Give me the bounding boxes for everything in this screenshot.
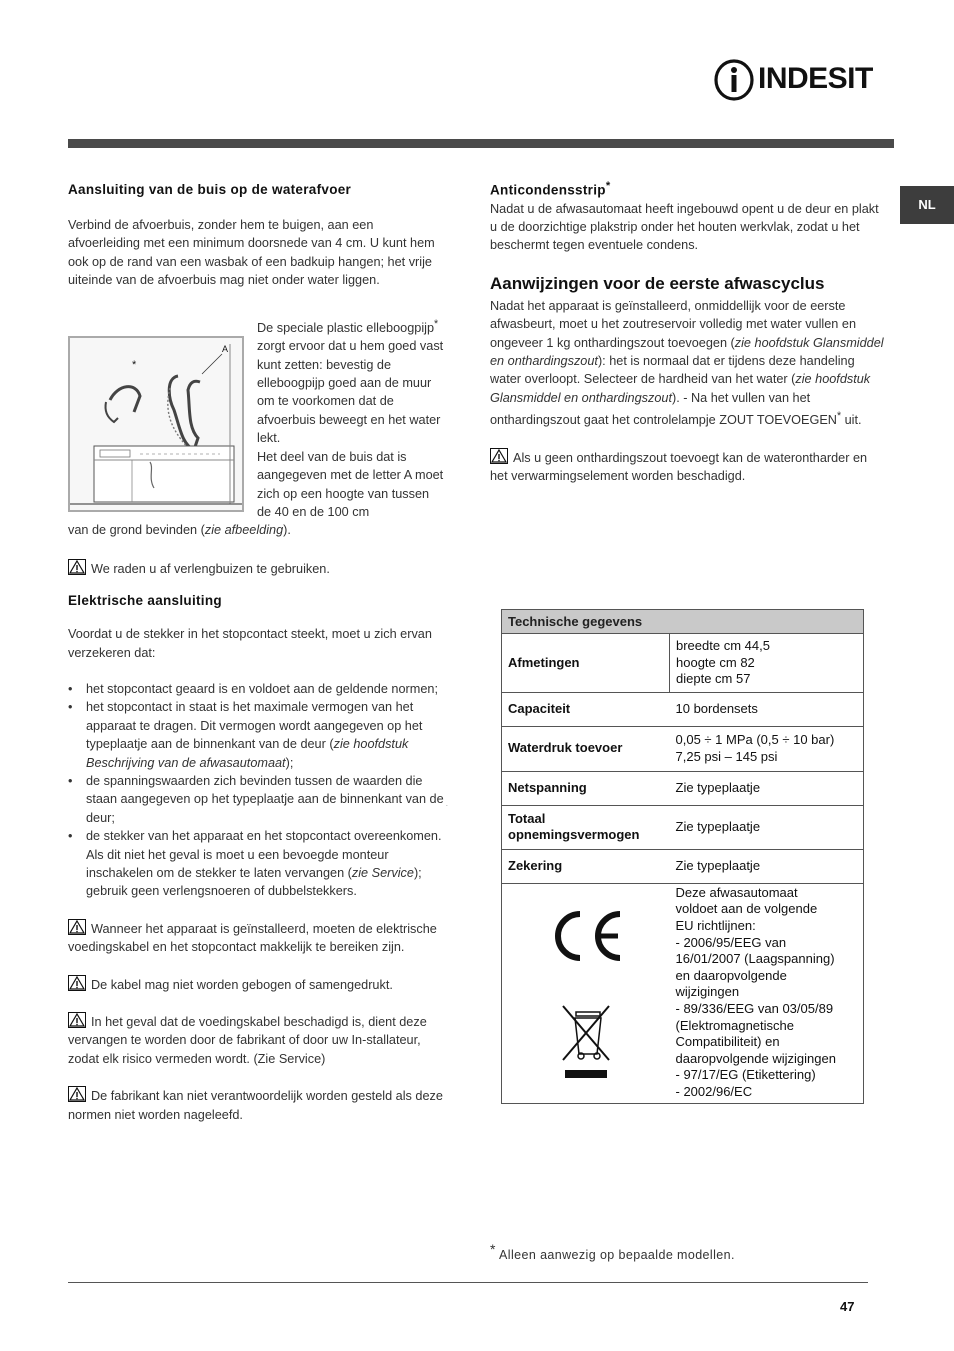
warning-icon: [68, 919, 86, 935]
ce-mark-text: CE: [445, 805, 448, 807]
height-paragraph-cont: van de grond bevinden (zie afbeelding).: [68, 523, 291, 538]
row-value: Zie typeplaatje: [670, 805, 864, 849]
ce-line: EU richtlijnen:: [675, 917, 756, 933]
ce-line: Deze afwasautomaat: [675, 884, 798, 900]
warning-accessible: Wanneer het apparaat is geïnstalleerd, moeten de elektrische voedingskabel en het stopcontact makkelijk te bereiken zijn.: [68, 919, 444, 957]
row-label: Netspanning: [502, 771, 670, 805]
first-cycle-paragraph: Nadat het apparaat is geïnstalleerd, onmiddellijk voor de eerste afwasbeurt, moet u het zoutreservoir volledig met water vullen en ongeveer 1 kg onthardingszout toevoegen (zie hoofdstuk Glansmiddel en onthardingszout): het is normaal dat er tijdens deze handeling water overloopt. Selecteer de hardheid van het water (zie hoofdstuk Glansmiddel en onthardingszout). - Na het vullen van het onthardingszout gaat het controlelampje ZOUT TOEVOEGEN* uit.: [490, 298, 884, 428]
drain-paragraph: Verbind de afvoerbuis, zonder hem te buigen, aan een afvoerleiding met een minimum doorsnede van 4 cm. U kunt hem ook op de rand van een wasbak of een badkuip hangen; het vrije uiteinde van de afvoerbuis mag niet onder water liggen.: [68, 218, 435, 288]
row-label: Zekering: [502, 849, 670, 883]
figure-label-star: *: [132, 359, 137, 371]
weee-bin-icon: [559, 1004, 613, 1084]
table-row: [502, 634, 864, 693]
electric-intro: Voordat u de stekker in het stopcontact steekt, moet u zich ervan verzekeren dat:: [68, 627, 432, 660]
asterisk: *: [490, 1241, 496, 1257]
list-item: • de spanningswaarden zich bevinden tussen de waarden die staan aangegeven op het typeplaatje aan de binnenkant van de deur;: [68, 772, 444, 827]
asterisk: *: [434, 317, 439, 330]
ce-line: daaropvolgende wijzigingen: [675, 1050, 836, 1066]
table-row: [502, 849, 864, 883]
warning-salt: Als u geen onthardingszout toevoegt kan de waterontharder en het verwarmingselement worden beschadigd.: [490, 448, 884, 486]
indesit-logo-icon: [712, 58, 756, 102]
row-value: 10 bordensets: [670, 692, 864, 726]
table-row: [502, 771, 864, 805]
table-row: [502, 883, 864, 1103]
section-title-anticondens: Anticondensstrip*: [490, 180, 611, 198]
ce-line: (Elektromagnetische: [675, 1017, 794, 1033]
warning-icon: [490, 448, 508, 464]
ce-line: - 2002/96/EC: [675, 1083, 753, 1099]
row-label: Totaal opnemingsvermogen: [502, 805, 670, 849]
drain-hose-figure: [68, 336, 244, 512]
ce-line: - 97/17/EG (Etikettering): [675, 1067, 816, 1083]
page-number: 47: [840, 1299, 855, 1314]
row-value: 0,05 ÷ 1 MPa (0,5 ÷ 10 bar) 7,25 psi – 145 psi: [670, 726, 864, 771]
list-item: • het stopcontact geaard is en voldoet aan de geldende normen;: [68, 680, 444, 698]
warning-icon: [68, 1086, 86, 1102]
asterisk: *: [605, 180, 611, 192]
ce-line: Compatibiliteit) en: [675, 1034, 780, 1050]
elbow-paragraph: De speciale plastic elleboogpijp* zorgt ervoor dat u hem goed vast kunt zetten: bevestig de elleboogpijp goed aan de muur om te voorkomen dat de afvoerbuis beweegt en het water lekt.: [257, 317, 444, 446]
asterisk: *: [836, 410, 842, 423]
row-value: Zie typeplaatje: [670, 771, 864, 805]
section-title-electric: Elektrische aansluiting: [68, 593, 222, 609]
figure-label-a: A: [222, 344, 229, 354]
section-title-drain: Aansluiting van de buis op de waterafvoer: [68, 182, 352, 197]
ce-compliance-text: [670, 883, 864, 1103]
warning-icon: [68, 1012, 86, 1028]
warning-manufacturer: De fabrikant kan niet verantwoordelijk worden gesteld als deze normen niet worden nageleefd.: [68, 1086, 444, 1124]
left-column: [68, 182, 444, 1124]
section-title-first-cycle: Aanwijzingen voor de eerste afwascyclus: [490, 273, 825, 293]
table-row: [502, 692, 864, 726]
list-item: • de stekker van het apparaat en het stopcontact overeenkomen. Als dit niet het geval is moet u een bevoegde monteur inschakelen om de stekker te laten vervangen (zie Service); gebruik geen verlengsnoeren of dubbelstekkers.: [68, 827, 444, 901]
drain-hose-illustration: [70, 338, 242, 510]
electric-list: [68, 680, 444, 901]
table-row: [502, 805, 864, 849]
table-header: Technische gegevens: [502, 610, 864, 634]
brand-name: INDESIT: [758, 62, 873, 95]
list-item: • het stopcontact in staat is het maximale vermogen van het apparaat te dragen. Dit vermogen wordt aangegeven op het typeplaatje aan de binnenkant van de deur (zie hoofdstuk Beschrijving van de afwasautomaat);: [68, 698, 444, 772]
indesit-logo: [712, 58, 873, 102]
warning-icon: [68, 975, 86, 991]
ce-line: en daaropvolgende: [675, 967, 787, 983]
footnote: * Alleen aanwezig op bepaalde modellen.: [490, 1241, 735, 1263]
ce-line: 16/01/2007 (Laagspanning): [675, 951, 835, 967]
row-value: Zie typeplaatje: [670, 849, 864, 883]
ce-line: voldoet aan de volgende: [675, 901, 818, 917]
row-label: Capaciteit: [502, 692, 670, 726]
ce-line: wijzigingen: [675, 984, 740, 1000]
warning-cable-bend: De kabel mag niet worden gebogen of samengedrukt.: [68, 975, 444, 994]
header-bar: [68, 139, 894, 148]
warning-icon: [68, 559, 86, 575]
anticondens-paragraph: Nadat u de afwasautomaat heeft ingebouwd opent u de deur en plakt u de doorzichtige plakstrip onder het houten werkvlak, zodat u het beschermt tegen eventuele condens.: [490, 201, 879, 253]
ce-line: - 89/336/EEG van 03/05/89: [675, 1000, 834, 1016]
footer-rule: [68, 1282, 868, 1283]
table-row: [502, 726, 864, 771]
right-column: [490, 180, 884, 486]
height-paragraph: Het deel van de buis dat is aangegeven met de letter A moet zich op een hoogte van tussen de 40 en de 100 cm: [257, 449, 444, 519]
ce-line: - 2006/95/EEG van: [675, 934, 787, 950]
row-value: breedte cm 44,5 hoogte cm 82 diepte cm 57: [670, 634, 864, 693]
technical-data-table: [445, 609, 864, 1104]
warning-extension: We raden u af verlengbuizen te gebruiken.: [68, 559, 444, 578]
language-tab: NL: [900, 186, 954, 224]
warning-cable-damaged: In het geval dat de voedingskabel beschadigd is, dient deze vervangen te worden door de fabrikant of door uw In-stallateur, zodat elk risico vermeden wordt. (Zie Service): [68, 1012, 444, 1068]
row-label: Afmetingen: [502, 634, 670, 693]
row-label: Waterdruk toevoer: [502, 726, 670, 771]
